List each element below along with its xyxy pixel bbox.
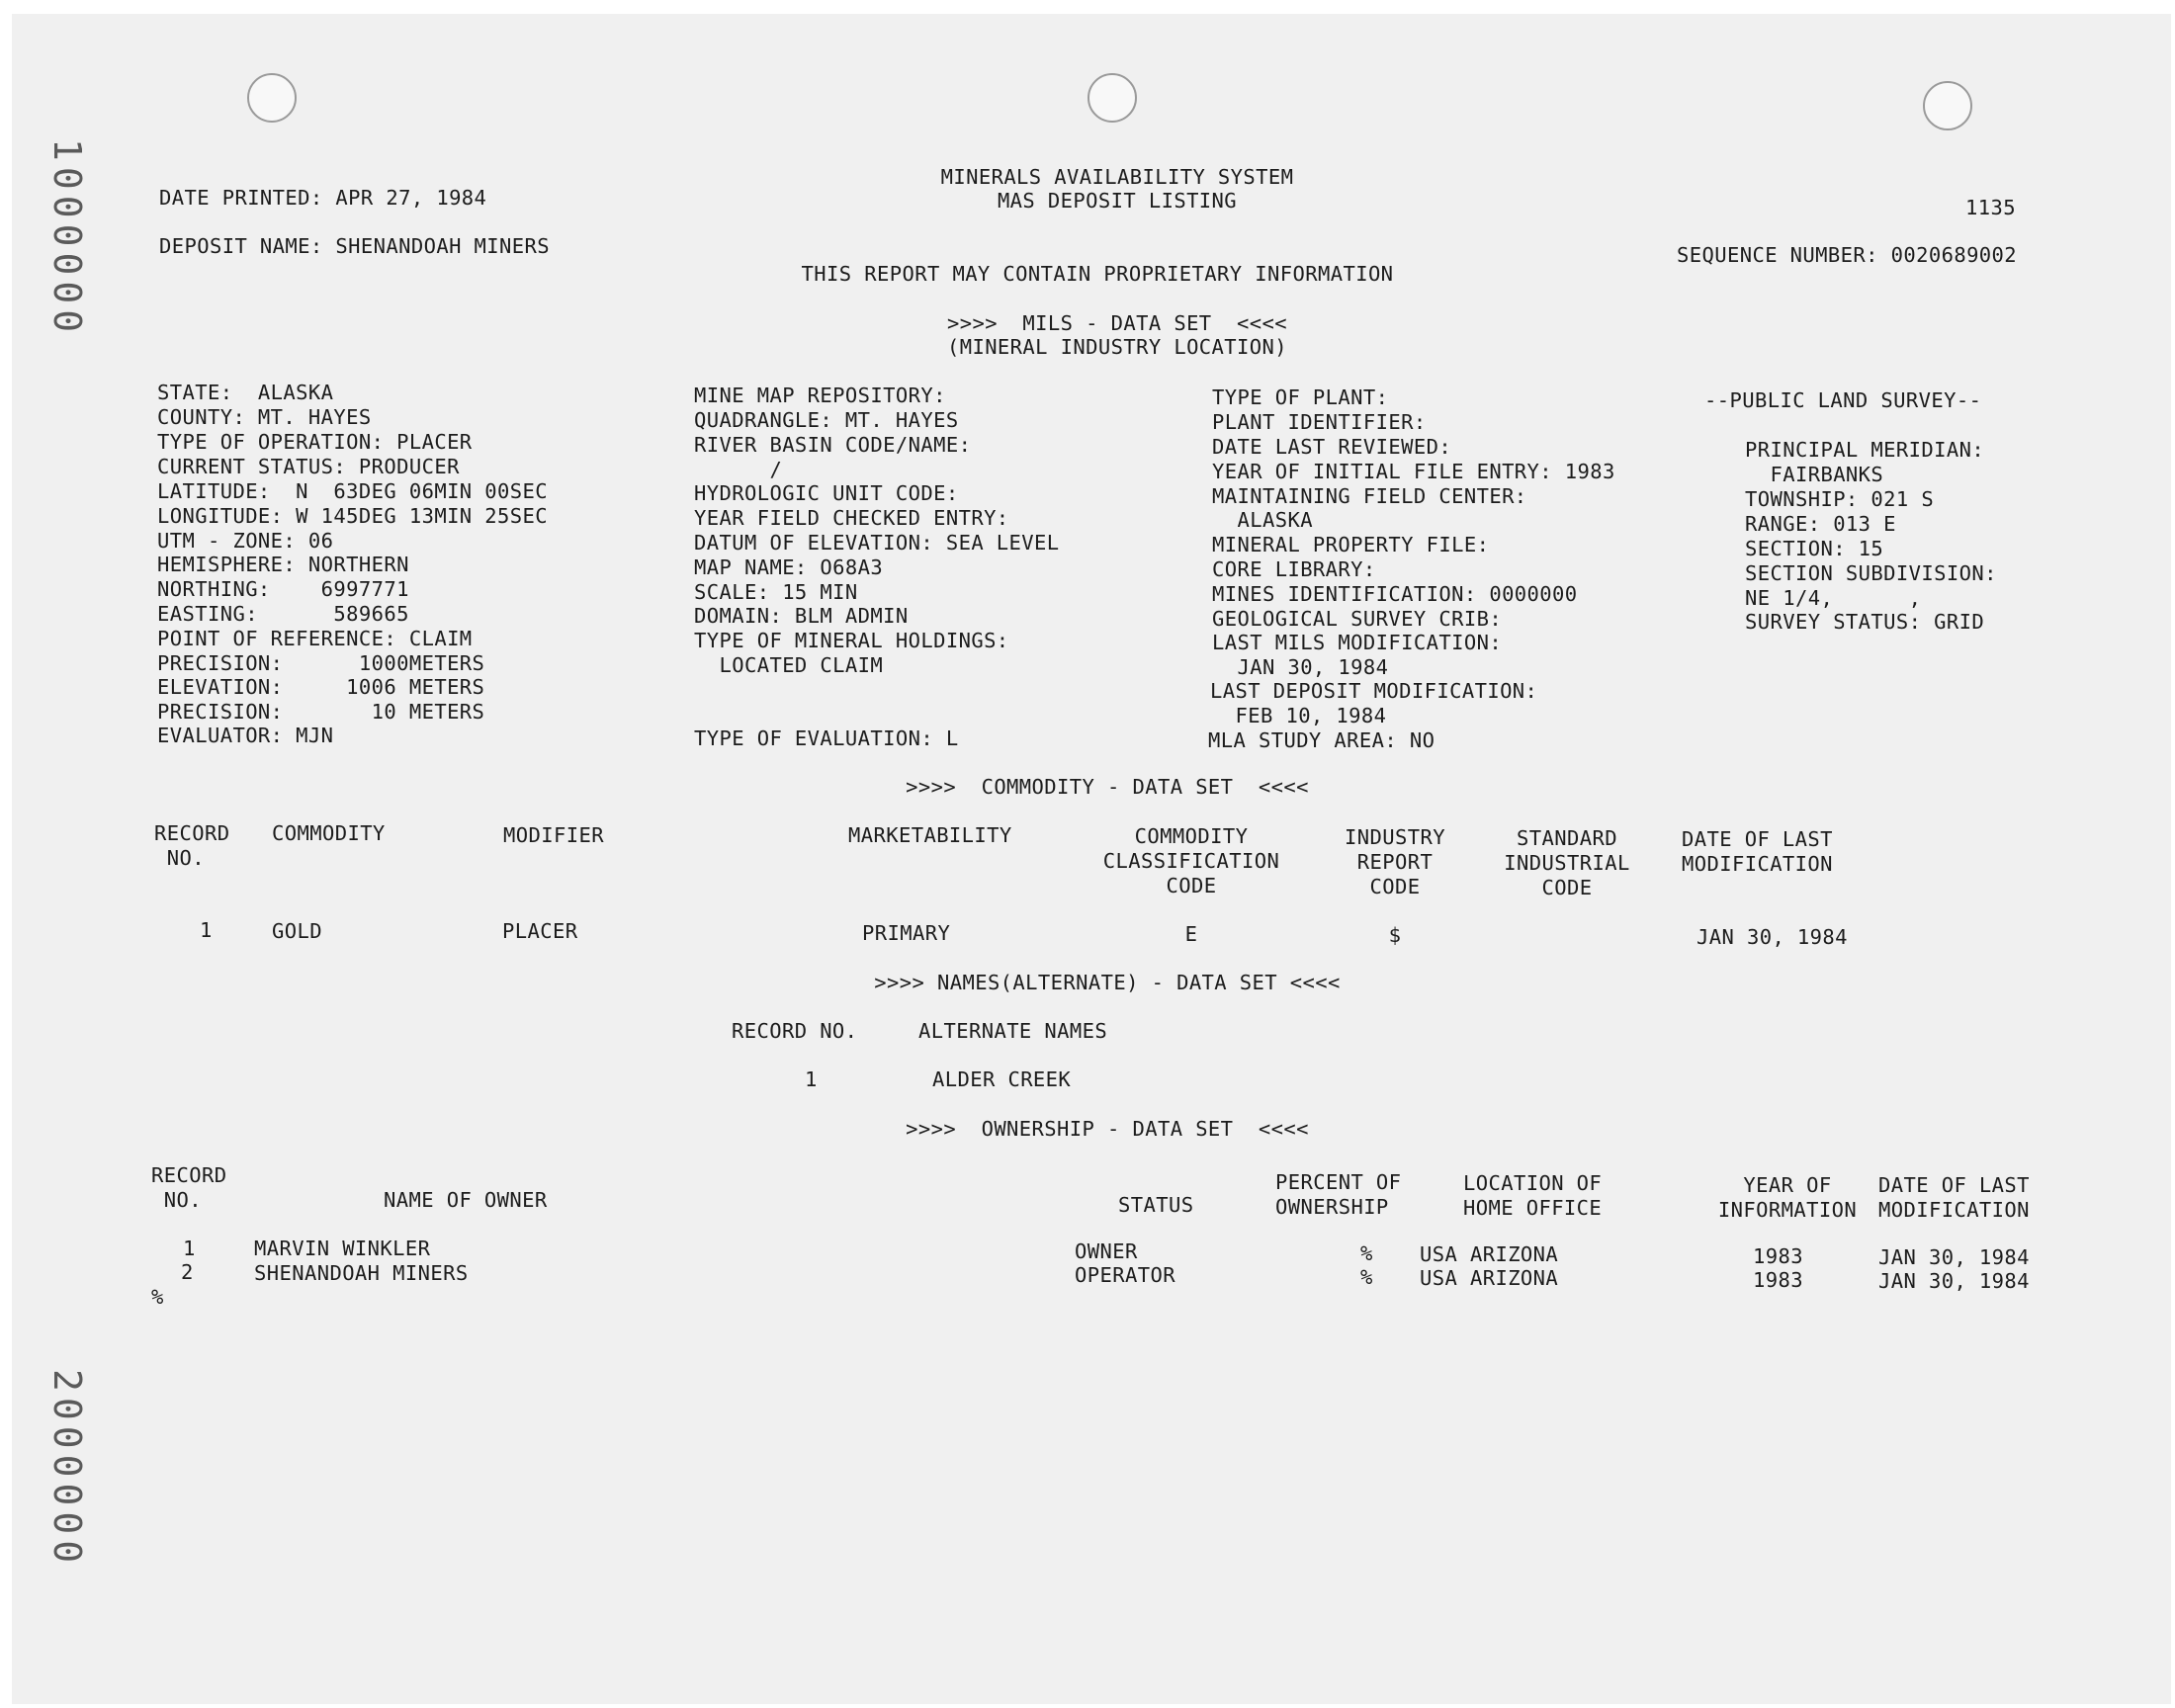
mils-field: MAINTAINING FIELD CENTER: (1212, 484, 1527, 508)
col-header-modifier: MODIFIER (503, 823, 604, 847)
col-header-record-no: RECORD NO. (151, 1163, 227, 1212)
mils-field: QUADRANGLE: MT. HAYES (694, 408, 959, 432)
mils-field: ELEVATION: 1006 METERS (157, 675, 485, 699)
mils-field: HYDROLOGIC UNIT CODE: (694, 481, 959, 505)
sequence-number: SEQUENCE NUMBER: 0020689002 (1677, 243, 2018, 267)
pls-field: RANGE: 013 E (1745, 512, 1896, 536)
col-header-commodity: COMMODITY (272, 821, 386, 845)
cell-percent: % (1360, 1265, 1373, 1289)
col-header-owner-name: NAME OF OWNER (384, 1188, 548, 1212)
cell-status: OPERATOR (1075, 1263, 1175, 1287)
cell-location: USA ARIZONA (1420, 1242, 1559, 1266)
cell-alternate-name: ALDER CREEK (932, 1068, 1072, 1091)
mils-field: HEMISPHERE: NORTHERN (157, 553, 409, 576)
mils-field: RIVER BASIN CODE/NAME: (694, 433, 972, 457)
cell-record-no: 1 (200, 918, 213, 942)
col-header-year: YEAR OF INFORMATION (1717, 1173, 1858, 1222)
names-heading: >>>> NAMES(ALTERNATE) - DATA SET <<<< (874, 971, 1341, 994)
mils-field: STATE: ALASKA (157, 381, 334, 404)
system-title: MINERALS AVAILABILITY SYSTEM (940, 165, 1294, 189)
mils-field: PRECISION: 1000METERS (157, 651, 485, 675)
footer-percent-mark: % (151, 1285, 164, 1309)
mils-field: ALASKA (1212, 508, 1313, 532)
mils-heading: >>>> MILS - DATA SET <<<< (946, 311, 1288, 335)
proprietary-notice: THIS REPORT MAY CONTAIN PROPRIETARY INFORMATION (801, 262, 1394, 286)
type-of-evaluation: TYPE OF EVALUATION: L (694, 726, 959, 750)
pls-field: NE 1/4, , (1745, 586, 1922, 610)
mils-field: JAN 30, 1984 (1212, 655, 1389, 679)
mils-field: EVALUATOR: MJN (157, 724, 334, 747)
cell-record-no: 1 (183, 1237, 196, 1260)
mils-field: NORTHING: 6997771 (157, 577, 409, 601)
pls-field: PRINCIPAL MERIDIAN: (1745, 438, 1985, 462)
col-header-percent: PERCENT OF OWNERSHIP (1275, 1170, 1402, 1219)
mils-field: DATUM OF ELEVATION: SEA LEVEL (694, 531, 1060, 555)
mils-field: MINE MAP REPOSITORY: (694, 384, 946, 407)
punch-hole-right (1923, 81, 1972, 130)
page-number: 1135 (1965, 196, 2016, 219)
mils-field: DATE LAST REVIEWED: (1212, 435, 1452, 459)
mils-field: FEB 10, 1984 (1210, 704, 1387, 727)
punch-hole-center (1088, 73, 1137, 123)
cell-industry: $ (1388, 923, 1402, 947)
side-code-top: 1000000 (45, 138, 89, 339)
cell-commodity: GOLD (272, 919, 322, 943)
cell-record-no: 2 (181, 1260, 194, 1284)
mils-subheading: (MINERAL INDUSTRY LOCATION) (946, 335, 1288, 359)
mils-field: YEAR FIELD CHECKED ENTRY: (694, 506, 1009, 530)
mils-field: / (694, 458, 783, 481)
listing-title: MAS DEPOSIT LISTING (997, 189, 1238, 213)
pls-heading: --PUBLIC LAND SURVEY-- (1704, 388, 1982, 412)
cell-owner-name: MARVIN WINKLER (254, 1237, 431, 1260)
cell-location: USA ARIZONA (1420, 1266, 1559, 1290)
mils-field: CURRENT STATUS: PRODUCER (157, 455, 460, 478)
mils-field: LATITUDE: N 63DEG 06MIN 00SEC (157, 479, 549, 503)
mils-field: TYPE OF MINERAL HOLDINGS: (694, 629, 1009, 652)
mils-field: UTM - ZONE: 06 (157, 529, 334, 553)
col-header-standard: STANDARD INDUSTRIAL CODE (1504, 826, 1630, 899)
mils-field: TYPE OF PLANT: (1212, 385, 1389, 409)
col-header-industry: INDUSTRY REPORT CODE (1345, 825, 1445, 898)
cell-year: 1983 (1753, 1268, 1803, 1292)
mils-field: EASTING: 589665 (157, 602, 409, 626)
col-header-status: STATUS (1118, 1193, 1194, 1217)
mils-field: MINES IDENTIFICATION: 0000000 (1212, 582, 1578, 606)
col-header-alternate-names: ALTERNATE NAMES (918, 1019, 1108, 1043)
commodity-heading: >>>> COMMODITY - DATA SET <<<< (906, 775, 1309, 799)
col-header-date-last: DATE OF LAST MODIFICATION (1878, 1173, 2030, 1222)
mils-field: MAP NAME: O68A3 (694, 555, 884, 579)
mils-field: PRECISION: 10 METERS (157, 700, 485, 724)
cell-record-no: 1 (805, 1068, 818, 1091)
mils-field: MLA STUDY AREA: NO (1208, 728, 1436, 752)
punch-hole-left (247, 73, 297, 123)
cell-owner-name: SHENANDOAH MINERS (254, 1261, 469, 1285)
cell-marketability: PRIMARY (862, 921, 951, 945)
pls-field: SURVEY STATUS: GRID (1745, 610, 1985, 634)
mils-field: YEAR OF INITIAL FILE ENTRY: 1983 (1212, 460, 1615, 483)
col-header-location: LOCATION OF HOME OFFICE (1463, 1171, 1603, 1220)
cell-date-last: JAN 30, 1984 (1878, 1269, 2030, 1293)
col-header-record-no: RECORD NO. (732, 1019, 858, 1043)
mils-field: DOMAIN: BLM ADMIN (694, 604, 909, 628)
mils-field: CORE LIBRARY: (1212, 557, 1376, 581)
mils-field: PLANT IDENTIFIER: (1212, 410, 1427, 434)
pls-field: SECTION SUBDIVISION: (1745, 561, 1997, 585)
mils-field: GEOLOGICAL SURVEY CRIB: (1212, 607, 1503, 631)
mils-field: LOCATED CLAIM (694, 653, 884, 677)
pls-field: TOWNSHIP: 021 S (1745, 487, 1935, 511)
pls-field: SECTION: 15 (1745, 537, 1884, 560)
mils-field: LONGITUDE: W 145DEG 13MIN 25SEC (157, 504, 549, 528)
cell-classification: E (1184, 922, 1198, 946)
col-header-marketability: MARKETABILITY (848, 823, 1012, 847)
side-code-bottom: 2000000 (45, 1369, 89, 1570)
deposit-name: DEPOSIT NAME: SHENANDOAH MINERS (159, 234, 551, 258)
cell-percent: % (1360, 1241, 1373, 1265)
mils-field: POINT OF REFERENCE: CLAIM (157, 627, 473, 650)
ownership-heading: >>>> OWNERSHIP - DATA SET <<<< (906, 1117, 1309, 1141)
mils-field: MINERAL PROPERTY FILE: (1212, 533, 1490, 556)
col-header-date-last: DATE OF LAST MODIFICATION (1682, 827, 1833, 876)
mils-field: COUNTY: MT. HAYES (157, 405, 372, 429)
mils-field: LAST MILS MODIFICATION: (1212, 631, 1503, 654)
col-header-classification: COMMODITY CLASSIFICATION CODE (1102, 824, 1280, 897)
cell-date-last: JAN 30, 1984 (1696, 925, 1848, 949)
mils-field: SCALE: 15 MIN (694, 580, 858, 604)
cell-year: 1983 (1753, 1244, 1803, 1268)
pls-field: FAIRBANKS (1745, 463, 1884, 486)
mils-field: LAST DEPOSIT MODIFICATION: (1210, 679, 1538, 703)
col-header-record-no: RECORD NO. (154, 821, 230, 870)
mils-field: TYPE OF OPERATION: PLACER (157, 430, 473, 454)
cell-modifier: PLACER (502, 919, 578, 943)
date-printed: DATE PRINTED: APR 27, 1984 (159, 186, 487, 210)
cell-status: OWNER (1075, 1239, 1138, 1263)
cell-date-last: JAN 30, 1984 (1878, 1245, 2030, 1269)
